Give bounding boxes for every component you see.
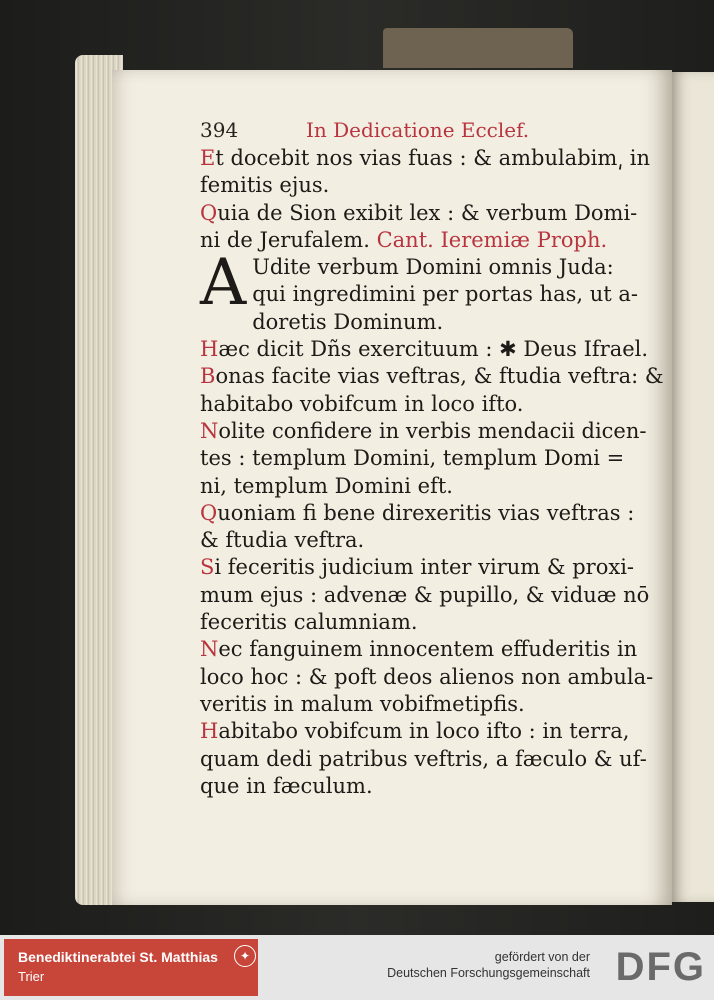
facing-page — [672, 72, 714, 902]
text-line — [200, 718, 645, 745]
text-line — [200, 445, 645, 472]
text-line — [200, 746, 645, 773]
text-line — [200, 527, 645, 554]
text-line — [200, 691, 645, 718]
institution-name: Benediktinerabtei St. Matthias — [18, 949, 218, 965]
funding-line-2: Deutschen Forschungsgemeinschaft — [387, 966, 590, 980]
footer-banner — [0, 935, 714, 1000]
text-line — [200, 254, 645, 281]
bookmark-tab — [383, 28, 573, 68]
dfg-logo[interactable]: DFG — [615, 945, 706, 989]
text-segment: habitabo vobifcum in loco ifto. — [200, 391, 524, 416]
text-line — [200, 418, 645, 445]
rubric-initial: Q — [200, 500, 218, 525]
drop-capital: A — [200, 246, 247, 321]
text-segment: qui ingredimini per portas has, ut a- — [252, 282, 638, 307]
funding-note — [387, 949, 590, 981]
running-title: In Dedicatione Ecclef. — [306, 118, 530, 142]
text-segment: ni, templum Domini eft. — [200, 473, 453, 498]
text-line — [200, 336, 649, 363]
text-segment: abitabo vobifcum in loco ifto : in terra, — [218, 719, 630, 744]
text-segment: femitis ejus. — [200, 173, 330, 198]
text-line — [200, 582, 650, 609]
text-line — [200, 473, 645, 500]
text-line — [200, 664, 654, 691]
text-line — [200, 145, 651, 172]
rubric-initial: H — [200, 719, 219, 744]
text-line — [200, 200, 645, 227]
text-segment: uia de Sion exibit lex : & verbum Domi- — [217, 200, 638, 225]
rubric-initial: H — [200, 337, 219, 362]
text-segment: que in fæculum. — [200, 773, 373, 798]
text-line — [200, 281, 645, 308]
rubric-initial: B — [200, 364, 216, 389]
text-segment: mum ejus : advenæ & pupillo, & viduæ nō — [200, 582, 650, 607]
page-number: 394 — [200, 118, 239, 142]
text-segment: olite confidere in verbis mendacii dicen- — [218, 418, 647, 443]
text-line — [200, 609, 645, 636]
rubric-initial: N — [200, 418, 219, 443]
rubric-initial: Cant. Ieremiæ Proph. — [376, 227, 608, 252]
chant-text — [200, 145, 664, 800]
rubric-initial: E — [200, 146, 216, 170]
text-line — [200, 309, 645, 336]
text-line — [200, 363, 664, 390]
text-line — [200, 636, 645, 663]
text-line — [200, 227, 645, 254]
text-segment: æc dicit Dñs exercituum : ✱ Deus Ifrael. — [218, 337, 649, 362]
institution-badge[interactable] — [4, 939, 258, 996]
rubric-initial: Q — [200, 200, 218, 225]
text-line — [200, 391, 645, 418]
text-segment: i feceritis judicium inter virum & proxi- — [214, 555, 635, 580]
text-segment: uoniam fi bene direxeritis vias veftras : — [217, 500, 635, 525]
text-line — [200, 773, 645, 800]
text-line — [200, 554, 645, 581]
rubric-initial: S — [200, 555, 215, 580]
text-line — [200, 500, 645, 527]
text-segment: ec fanguinem innocentem effuderitis in — [218, 637, 638, 662]
text-segment: tes : templum Domini, templum Domi = — [200, 446, 625, 471]
institution-logo-icon: ✦ — [234, 945, 256, 967]
institution-place: Trier — [18, 969, 45, 984]
funding-line-1: gefördert von der — [494, 950, 590, 964]
text-segment: veritis in malum vobifmetipfis. — [200, 691, 525, 716]
text-segment: quam dedi patribus veftris, a fæculo & uf- — [200, 746, 647, 771]
text-segment: loco hoc : & poft deos alienos non ambula- — [200, 664, 654, 689]
text-segment: feceritis calumniam. — [200, 610, 418, 635]
text-segment: ni de Jerufalem. — [200, 227, 377, 252]
text-segment: onas facite vias veftras, & ftudia veftra: & — [215, 364, 664, 389]
text-segment: & ftudia veftra. — [200, 528, 365, 553]
text-line — [200, 172, 645, 199]
text-segment: t docebit nos vias fuas : & ambulabim͵ in — [215, 146, 651, 170]
rubric-initial: N — [200, 637, 219, 662]
text-segment: Udite verbum Domini omnis Juda: — [252, 255, 614, 280]
text-segment: doretis Dominum. — [252, 309, 444, 334]
